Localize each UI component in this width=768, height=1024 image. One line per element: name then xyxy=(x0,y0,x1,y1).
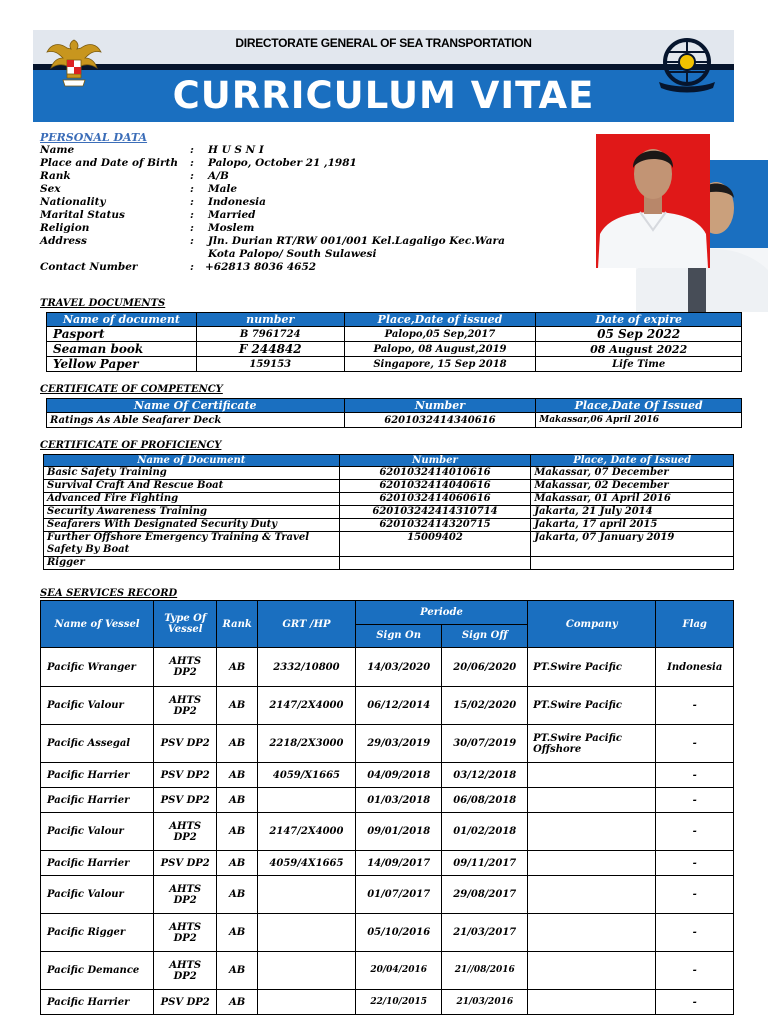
field-label: Religion xyxy=(40,222,90,234)
column-header: Type Of Vessel xyxy=(154,601,217,648)
table-cell: 08 August 2022 xyxy=(536,342,742,357)
table-cell: Survival Craft And Rescue Boat xyxy=(44,480,340,493)
field-label: Name xyxy=(40,144,75,156)
table-cell: Advanced Fire Fighting xyxy=(44,493,340,506)
column-header: Periode xyxy=(355,601,527,625)
table-cell: Palopo, 08 August,2019 xyxy=(344,342,536,357)
table-row xyxy=(41,990,734,1015)
column-header: Sign On xyxy=(355,624,442,648)
table-cell xyxy=(258,876,356,914)
column-header: Place,Date Of Issued xyxy=(536,399,742,413)
table-row xyxy=(44,532,734,557)
table-cell: 05/10/2016 xyxy=(355,914,442,952)
table-cell: Basic Safety Training xyxy=(44,467,340,480)
table-cell: 06/12/2014 xyxy=(355,687,442,725)
sea-services-body xyxy=(41,648,734,1015)
table-cell: Pacific Harrier xyxy=(41,763,154,788)
cop-heading: CERTIFICATE OF PROFICIENCY xyxy=(40,440,222,451)
table-cell: 03/12/2018 xyxy=(442,763,528,788)
travel-documents-table xyxy=(46,312,742,372)
table-cell: AB xyxy=(217,952,258,990)
table-cell: 29/08/2017 xyxy=(442,876,528,914)
table-cell: Further Offshore Emergency Training & Travel Safety By Boat xyxy=(44,532,340,557)
column-header: Number xyxy=(339,455,531,467)
table-cell: Pacific Harrier xyxy=(41,990,154,1015)
table-cell: PT.Swire Pacific xyxy=(528,687,656,725)
table-cell: Rigger xyxy=(44,557,340,570)
table-cell: 2147/2X4000 xyxy=(258,687,356,725)
cv-header xyxy=(33,30,734,122)
column-header: Place, Date of Issued xyxy=(531,455,734,467)
table-cell: Pacific Assegal xyxy=(41,725,154,763)
table-cell: Jakarta, 17 april 2015 xyxy=(531,519,734,532)
table-cell: - xyxy=(656,813,734,851)
table-row xyxy=(41,788,734,813)
table-cell: Makassar, 02 December xyxy=(531,480,734,493)
table-cell: AB xyxy=(217,687,258,725)
table-row xyxy=(41,763,734,788)
page-title: CURRICULUM VITAE xyxy=(172,74,595,117)
table-header-row xyxy=(44,455,734,467)
table-header-row xyxy=(41,601,734,625)
column-header: Name Of Certificate xyxy=(47,399,345,413)
table-cell: 04/09/2018 xyxy=(355,763,442,788)
column-header: Date of expire xyxy=(536,313,742,327)
table-cell xyxy=(258,990,356,1015)
table-cell: Pacific Valour xyxy=(41,687,154,725)
table-cell: AHTS DP2 xyxy=(154,952,217,990)
field-label: Nationality xyxy=(40,196,106,208)
table-cell: AHTS DP2 xyxy=(154,813,217,851)
certificate-of-competency-table xyxy=(46,398,742,428)
table-cell xyxy=(528,952,656,990)
field-value: +62813 8036 4652 xyxy=(205,261,317,273)
field-colon: : xyxy=(190,170,194,182)
table-cell: Pacific Valour xyxy=(41,876,154,914)
sea-transport-emblem-icon xyxy=(653,32,721,96)
table-cell: 15009402 xyxy=(339,532,531,557)
table-cell: 20/06/2020 xyxy=(442,648,528,687)
table-cell: AB xyxy=(217,788,258,813)
field-label: Rank xyxy=(40,170,71,182)
field-value: Palopo, October 21 ,1981 xyxy=(208,157,357,169)
field-label: Contact Number xyxy=(40,261,138,273)
field-value: Moslem xyxy=(208,222,255,234)
field-colon: : xyxy=(190,261,194,273)
table-cell: 6201032414040616 xyxy=(339,480,531,493)
table-cell xyxy=(528,876,656,914)
field-value: H U S N I xyxy=(208,144,264,156)
sea-services-table xyxy=(40,600,734,1015)
column-header: number xyxy=(196,313,344,327)
table-cell: Pasport xyxy=(47,327,197,342)
table-cell: 21/03/2017 xyxy=(442,914,528,952)
table-cell: Seafarers With Designated Security Duty xyxy=(44,519,340,532)
table-cell xyxy=(528,813,656,851)
field-value: Kota Palopo/ South Sulawesi xyxy=(208,248,377,260)
field-colon: : xyxy=(190,144,194,156)
table-cell: 01/02/2018 xyxy=(442,813,528,851)
field-value: Married xyxy=(208,209,256,221)
table-cell: 15/02/2020 xyxy=(442,687,528,725)
table-row xyxy=(41,813,734,851)
table-cell: PSV DP2 xyxy=(154,990,217,1015)
table-row xyxy=(44,493,734,506)
table-cell xyxy=(258,788,356,813)
table-row xyxy=(44,519,734,532)
column-header: Rank xyxy=(217,601,258,648)
field-colon: : xyxy=(190,235,194,247)
table-cell xyxy=(339,557,531,570)
table-cell: AB xyxy=(217,725,258,763)
table-cell: 14/09/2017 xyxy=(355,851,442,876)
table-cell: 01/07/2017 xyxy=(355,876,442,914)
table-row xyxy=(47,342,742,357)
table-row xyxy=(41,851,734,876)
sea-services-heading: SEA SERVICES RECORD xyxy=(40,588,178,599)
field-colon: : xyxy=(190,157,194,169)
column-header: Sign Off xyxy=(442,624,528,648)
table-row xyxy=(41,725,734,763)
header-divider xyxy=(33,64,734,70)
table-cell: - xyxy=(656,876,734,914)
table-cell: 2218/2X3000 xyxy=(258,725,356,763)
profile-photo xyxy=(596,134,710,268)
table-cell: 6201032414320715 xyxy=(339,519,531,532)
column-header: Flag xyxy=(656,601,734,648)
field-label: Marital Status xyxy=(40,209,125,221)
table-cell: PT.Swire Pacific Offshore xyxy=(528,725,656,763)
table-cell: 6201032414010616 xyxy=(339,467,531,480)
garuda-emblem-icon xyxy=(45,34,103,92)
table-cell: 29/03/2019 xyxy=(355,725,442,763)
table-cell: 159153 xyxy=(196,357,344,372)
table-cell: AB xyxy=(217,914,258,952)
table-cell: Pacific Rigger xyxy=(41,914,154,952)
table-cell xyxy=(528,914,656,952)
table-cell: 620103242414310714 xyxy=(339,506,531,519)
column-header: Number xyxy=(344,399,536,413)
table-row xyxy=(41,876,734,914)
table-cell xyxy=(531,557,734,570)
table-cell: Jakarta, 21 July 2014 xyxy=(531,506,734,519)
field-value: Indonesia xyxy=(208,196,266,208)
column-header: Name of Document xyxy=(44,455,340,467)
table-cell: 2332/10800 xyxy=(258,648,356,687)
certificate-of-proficiency-table xyxy=(43,454,734,570)
table-cell: PSV DP2 xyxy=(154,763,217,788)
table-cell: 4059/X1665 xyxy=(258,763,356,788)
table-cell: 2147/2X4000 xyxy=(258,813,356,851)
table-row xyxy=(44,506,734,519)
table-cell: 09/01/2018 xyxy=(355,813,442,851)
table-cell: AB xyxy=(217,990,258,1015)
table-cell: - xyxy=(656,687,734,725)
table-cell: Ratings As Able Seafarer Deck xyxy=(47,413,345,428)
table-cell: Makassar, 01 April 2016 xyxy=(531,493,734,506)
table-cell: 21//08/2016 xyxy=(442,952,528,990)
table-cell xyxy=(528,990,656,1015)
table-cell: 22/10/2015 xyxy=(355,990,442,1015)
table-cell: AB xyxy=(217,876,258,914)
table-cell xyxy=(528,851,656,876)
table-cell: 06/08/2018 xyxy=(442,788,528,813)
table-row xyxy=(47,327,742,342)
table-row xyxy=(41,648,734,687)
table-cell: - xyxy=(656,851,734,876)
table-cell: Pacific Demance xyxy=(41,952,154,990)
table-cell: 05 Sep 2022 xyxy=(536,327,742,342)
field-label: Address xyxy=(40,235,87,247)
table-cell: AHTS DP2 xyxy=(154,687,217,725)
field-label: Sex xyxy=(40,183,61,195)
table-cell: 21/03/2016 xyxy=(442,990,528,1015)
table-row xyxy=(41,687,734,725)
table-cell: AHTS DP2 xyxy=(154,914,217,952)
table-header-row xyxy=(47,313,742,327)
field-value: A/B xyxy=(208,170,229,182)
table-cell: AB xyxy=(217,813,258,851)
table-cell: Singapore, 15 Sep 2018 xyxy=(344,357,536,372)
table-cell: PSV DP2 xyxy=(154,788,217,813)
table-cell: - xyxy=(656,952,734,990)
column-header: Company xyxy=(528,601,656,648)
table-cell: Security Awareness Training xyxy=(44,506,340,519)
table-cell: 4059/4X1665 xyxy=(258,851,356,876)
table-cell xyxy=(528,763,656,788)
table-cell: AB xyxy=(217,763,258,788)
table-cell: AHTS DP2 xyxy=(154,648,217,687)
table-cell: 6201032414060616 xyxy=(339,493,531,506)
personal-data-heading: PERSONAL DATA xyxy=(40,131,148,144)
table-cell: PT.Swire Pacific xyxy=(528,648,656,687)
travel-documents-heading: TRAVEL DOCUMENTS xyxy=(40,298,166,309)
table-cell: F 244842 xyxy=(196,342,344,357)
column-header: Name of document xyxy=(47,313,197,327)
coc-heading: CERTIFICATE OF COMPETENCY xyxy=(40,384,223,395)
table-cell: Pacific Valour xyxy=(41,813,154,851)
table-cell: Makassar, 07 December xyxy=(531,467,734,480)
field-value: Jln. Durian RT/RW 001/001 Kel.Lagaligo Kec.Wara xyxy=(208,235,505,247)
table-cell: Pacific Harrier xyxy=(41,851,154,876)
table-cell: Jakarta, 07 January 2019 xyxy=(531,532,734,557)
table-cell: Palopo,05 Sep,2017 xyxy=(344,327,536,342)
table-cell: 30/07/2019 xyxy=(442,725,528,763)
table-cell: - xyxy=(656,914,734,952)
table-cell: AHTS DP2 xyxy=(154,876,217,914)
table-cell: Makassar,06 April 2016 xyxy=(536,413,742,428)
table-row xyxy=(41,914,734,952)
table-cell: Seaman book xyxy=(47,342,197,357)
table-cell: 6201032414340616 xyxy=(344,413,536,428)
column-header: GRT /HP xyxy=(258,601,356,648)
table-header-row xyxy=(47,399,742,413)
field-colon: : xyxy=(190,183,194,195)
table-row xyxy=(41,952,734,990)
table-cell: 09/11/2017 xyxy=(442,851,528,876)
table-cell: B 7961724 xyxy=(196,327,344,342)
field-colon: : xyxy=(190,222,194,234)
column-header: Place,Date of issued xyxy=(344,313,536,327)
table-cell: AB xyxy=(217,648,258,687)
table-cell: PSV DP2 xyxy=(154,725,217,763)
table-cell: PSV DP2 xyxy=(154,851,217,876)
table-cell xyxy=(258,952,356,990)
table-cell: Indonesia xyxy=(656,648,734,687)
table-cell: 20/04/2016 xyxy=(355,952,442,990)
field-colon: : xyxy=(190,196,194,208)
field-colon: : xyxy=(190,209,194,221)
table-cell: - xyxy=(656,763,734,788)
table-cell: - xyxy=(656,725,734,763)
field-value: Male xyxy=(208,183,238,195)
table-row xyxy=(44,480,734,493)
table-row xyxy=(44,557,734,570)
table-cell xyxy=(258,914,356,952)
table-cell: Pacific Harrier xyxy=(41,788,154,813)
directorate-title: DIRECTORATE GENERAL OF SEA TRANSPORTATION xyxy=(235,36,532,50)
field-label: Place and Date of Birth xyxy=(40,157,179,169)
table-row xyxy=(47,357,742,372)
table-row xyxy=(47,413,742,428)
table-row xyxy=(44,467,734,480)
table-cell: Life Time xyxy=(536,357,742,372)
table-cell: Yellow Paper xyxy=(47,357,197,372)
table-cell xyxy=(528,788,656,813)
table-cell: 01/03/2018 xyxy=(355,788,442,813)
column-header: Name of Vessel xyxy=(41,601,154,648)
table-cell: - xyxy=(656,788,734,813)
table-cell: Pacific Wranger xyxy=(41,648,154,687)
table-cell: - xyxy=(656,990,734,1015)
table-cell: 14/03/2020 xyxy=(355,648,442,687)
table-cell: AB xyxy=(217,851,258,876)
